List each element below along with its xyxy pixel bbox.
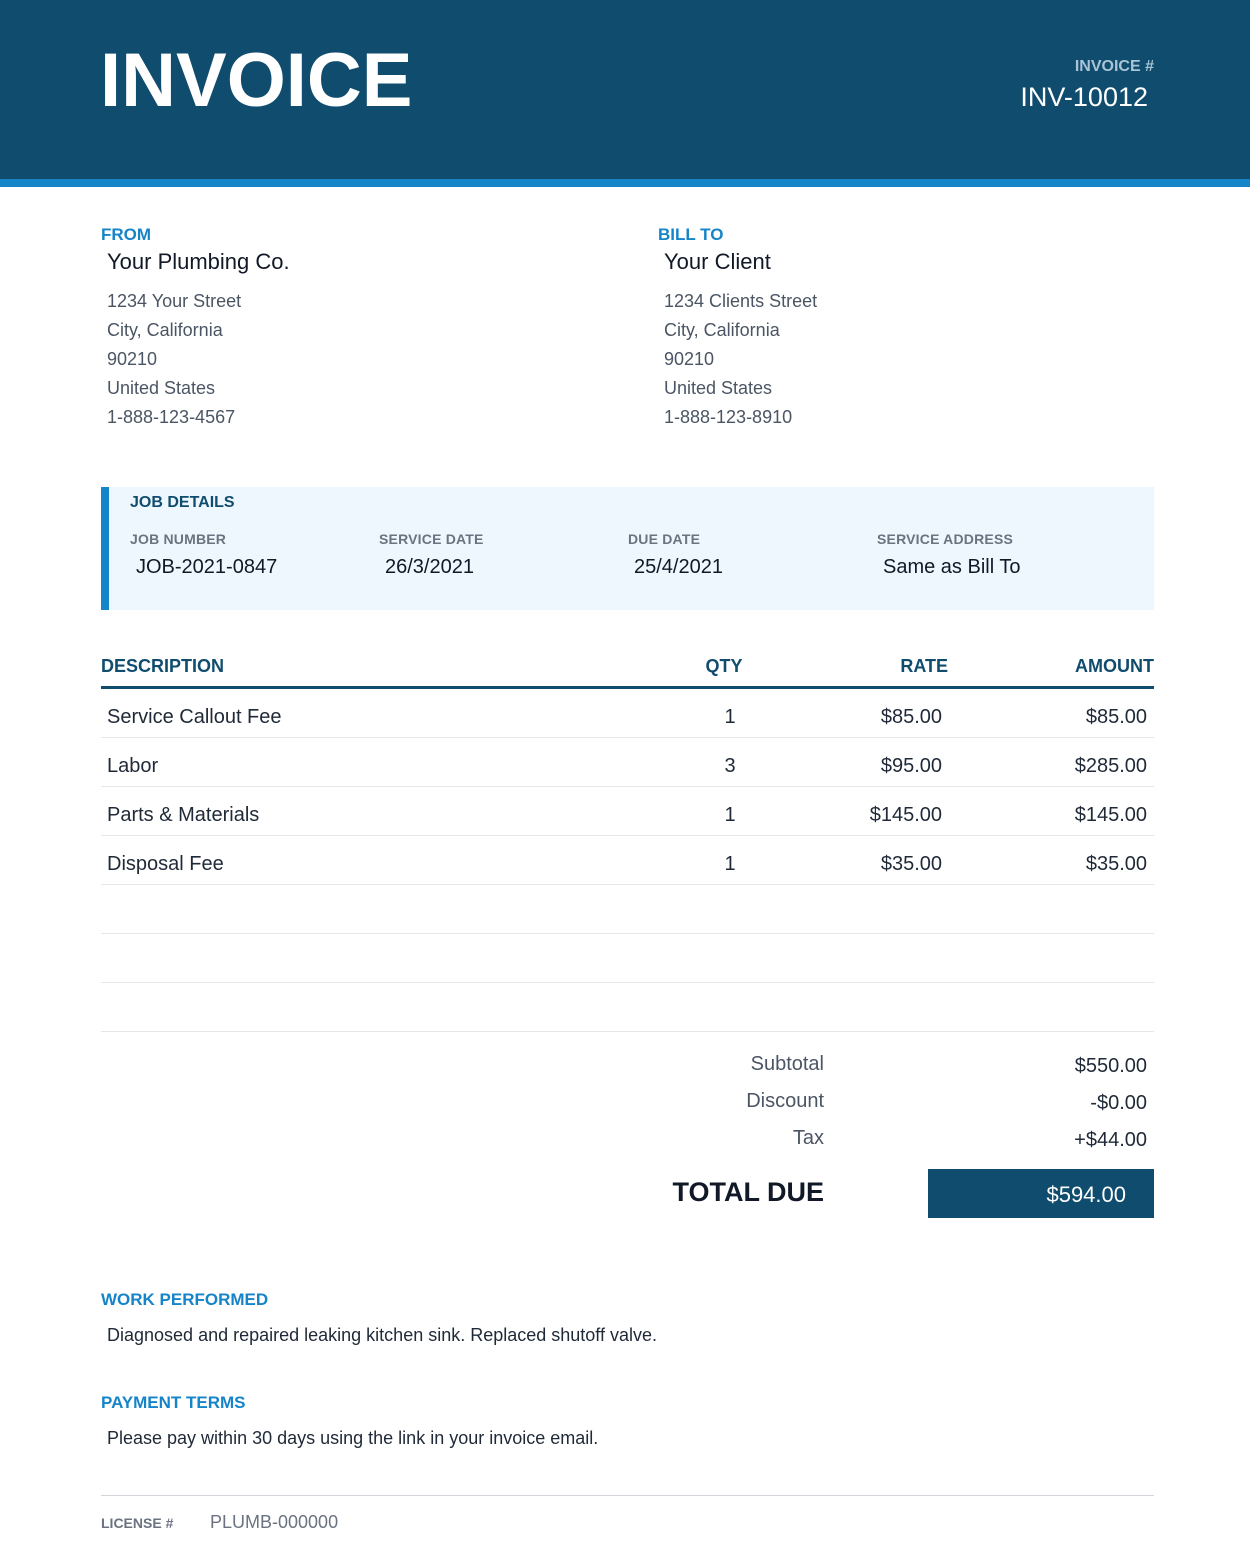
bill-to-street: 1234 Clients Street bbox=[664, 291, 818, 311]
from-city: City, California bbox=[107, 320, 223, 340]
bill-to-city: City, California bbox=[664, 320, 780, 340]
subtotal-label: Subtotal bbox=[750, 1053, 824, 1075]
job-number-field bbox=[130, 531, 277, 579]
row-amount: $35.00 bbox=[1085, 853, 1147, 875]
service-address-field bbox=[877, 531, 1020, 579]
row-description: Disposal Fee bbox=[107, 853, 224, 875]
row-qty: 1 bbox=[724, 853, 736, 875]
footer-divider bbox=[101, 1495, 1154, 1496]
tax-label: Tax bbox=[792, 1127, 824, 1149]
total-due-label: TOTAL DUE bbox=[672, 1177, 824, 1207]
header-description: DESCRIPTION bbox=[101, 656, 225, 676]
header-amount: AMOUNT bbox=[1075, 656, 1154, 676]
service-date-label: SERVICE DATE bbox=[379, 531, 484, 547]
total-due-value: $594.00 bbox=[1046, 1182, 1126, 1207]
from-street: 1234 Your Street bbox=[107, 291, 242, 311]
header-rate: RATE bbox=[900, 656, 948, 676]
row-qty: 3 bbox=[724, 755, 736, 777]
job-number-label: JOB NUMBER bbox=[130, 531, 227, 547]
row-qty: 1 bbox=[724, 804, 736, 826]
row-rate: $95.00 bbox=[880, 755, 942, 777]
work-performed-text: Diagnosed and repaired leaking kitchen sink. Replaced shutoff valve. bbox=[107, 1325, 658, 1345]
table-row-empty bbox=[101, 934, 1154, 983]
total-due-box bbox=[928, 1169, 1154, 1218]
payment-terms-label: PAYMENT TERMS bbox=[101, 1393, 246, 1412]
row-amount: $85.00 bbox=[1085, 706, 1147, 728]
service-address-label: SERVICE ADDRESS bbox=[877, 531, 1014, 547]
license-value: PLUMB-000000 bbox=[210, 1512, 339, 1532]
table-row bbox=[101, 787, 1154, 836]
row-qty: 1 bbox=[724, 706, 736, 728]
invoice-title: INVOICE bbox=[100, 38, 413, 123]
due-date-label: DUE DATE bbox=[628, 531, 701, 547]
from-phone: 1-888-123-4567 bbox=[107, 407, 236, 427]
license-label: LICENSE # bbox=[101, 1515, 174, 1531]
service-address-value: Same as Bill To bbox=[883, 556, 1021, 578]
invoice-header bbox=[0, 0, 1250, 179]
table-row bbox=[101, 836, 1154, 885]
bill-to-country: United States bbox=[664, 378, 773, 398]
table-row bbox=[101, 689, 1154, 738]
bill-to-name: Your Client bbox=[664, 249, 771, 274]
row-rate: $35.00 bbox=[880, 853, 942, 875]
job-number-value: JOB-2021-0847 bbox=[136, 556, 278, 578]
header-qty: QTY bbox=[705, 656, 743, 676]
bill-to-label: BILL TO bbox=[658, 225, 724, 244]
due-date-value: 25/4/2021 bbox=[634, 556, 723, 578]
table-row-empty bbox=[101, 983, 1154, 1032]
from-name: Your Plumbing Co. bbox=[107, 249, 290, 274]
job-details-title: JOB DETAILS bbox=[130, 494, 235, 511]
row-description: Parts & Materials bbox=[107, 804, 260, 826]
row-rate: $145.00 bbox=[869, 804, 942, 826]
table-header bbox=[101, 648, 1154, 689]
subtotal-value: $550.00 bbox=[1074, 1055, 1147, 1077]
row-amount: $285.00 bbox=[1074, 755, 1147, 777]
bill-to-zip: 90210 bbox=[664, 349, 715, 369]
row-rate: $85.00 bbox=[880, 706, 942, 728]
invoice-number-label: INVOICE # bbox=[1074, 58, 1154, 75]
from-section bbox=[101, 225, 581, 432]
service-date-field bbox=[379, 531, 484, 579]
bill-to-phone: 1-888-123-8910 bbox=[664, 407, 793, 427]
row-description: Labor bbox=[107, 755, 159, 777]
due-date-field bbox=[628, 531, 723, 579]
row-description: Service Callout Fee bbox=[107, 706, 282, 728]
table-row-empty bbox=[101, 885, 1154, 934]
discount-value: -$0.00 bbox=[1090, 1092, 1147, 1114]
payment-terms-text: Please pay within 30 days using the link in your invoice email. bbox=[107, 1428, 599, 1448]
from-zip: 90210 bbox=[107, 349, 158, 369]
line-items-table bbox=[101, 648, 1154, 1032]
job-details-panel bbox=[101, 487, 1154, 610]
discount-label: Discount bbox=[746, 1090, 824, 1112]
header-accent-stripe bbox=[0, 179, 1250, 187]
row-amount: $145.00 bbox=[1074, 804, 1147, 826]
table-row bbox=[101, 738, 1154, 787]
invoice-number: INV-10012 bbox=[1020, 82, 1148, 112]
bill-to-section bbox=[658, 225, 1138, 432]
from-country: United States bbox=[107, 378, 216, 398]
work-performed-label: WORK PERFORMED bbox=[101, 1290, 269, 1309]
from-label: FROM bbox=[101, 225, 152, 244]
service-date-value: 26/3/2021 bbox=[385, 556, 474, 578]
tax-value: +$44.00 bbox=[1074, 1129, 1147, 1151]
